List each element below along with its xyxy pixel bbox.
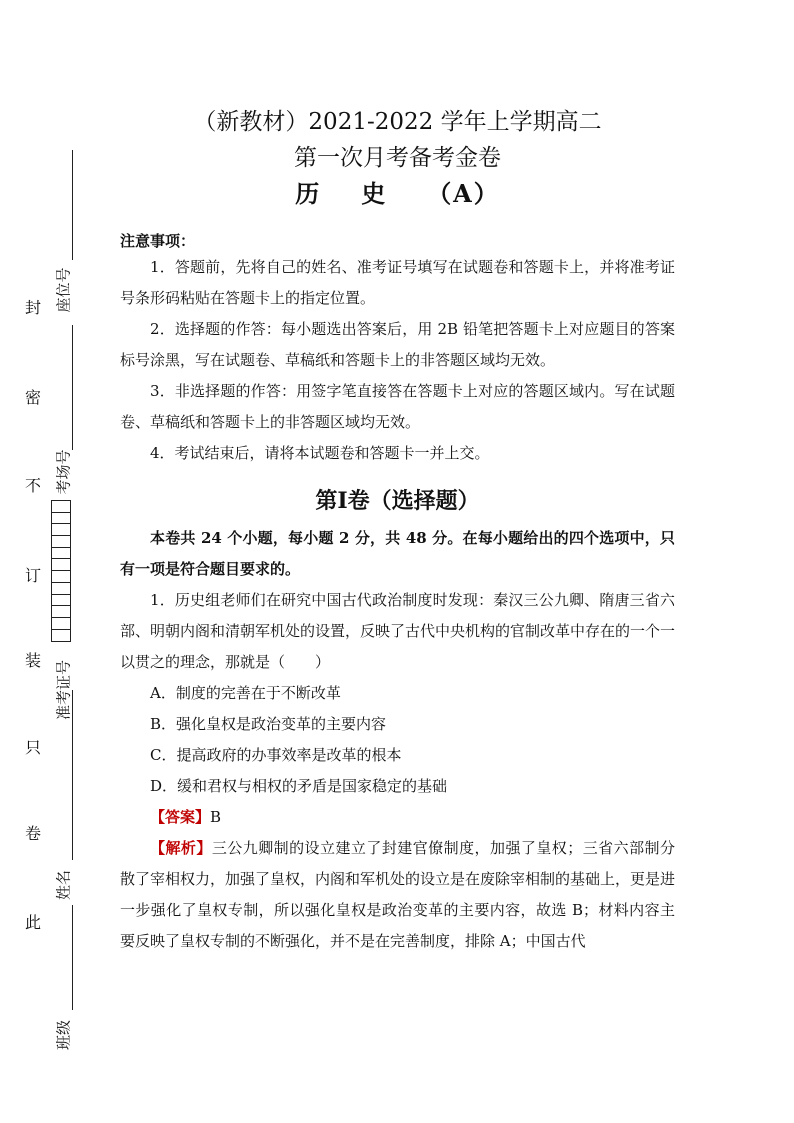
analysis-text: 三公九卿制的设立建立了封建官僚制度，加强了皇权；三省六部制分散了宰相权力，加强了皇权，内阁和军机处的设立是在废除宰相制的基础上，更是进一步强化了皇权专制，所以强化皇权是政治变革的主要内容，故选 B；材料内容主要反映了皇权专制的不断强化，并不是在完善制度，排除 A；中国古代 [120, 839, 676, 950]
notice-item: 1．答题前，先将自己的姓名、准考证号填写在试题卷和答题卡上，并将准考证号条形码粘贴在答题卡上的指定位置。 [120, 258, 675, 307]
seal-char-bu: 不 [24, 476, 41, 495]
seal-char-ci: 此 [24, 913, 41, 932]
analysis-tag: 【解析】 [150, 839, 212, 857]
exam-paper [120, 100, 675, 957]
seal-char-juan: 卷 [24, 824, 41, 843]
subject-title: 历 史 （A） [295, 179, 500, 208]
notice-heading: 注意事项： [120, 232, 196, 250]
seal-char-mi: 密 [24, 388, 41, 407]
seal-char-zhi: 只 [24, 738, 41, 757]
question-stem: 1．历史组老师们在研究中国古代政治制度时发现：秦汉三公九卿、隋唐三省六部、明朝内阁和清朝军机处的设置，反映了古代中央机构的官制改革中存在的一个一以贯之的理念，那就是（ ） [120, 591, 676, 671]
notice-item: 4．考试结束后，请将本试题卷和答题卡一并上交。 [150, 444, 490, 462]
paper-title: （新教材）2021-2022 学年上学期高二 [193, 109, 602, 135]
section-instruction: 本卷共 24 个小题，每小题 2 分，共 48 分。在每小题给出的四个选项中，只有一项是符合题目要求的。 [120, 529, 675, 578]
option-d: D．缓和君权与相权的矛盾是国家稳定的基础 [150, 777, 448, 795]
paper-subtitle: 第一次月考备考金卷 [294, 145, 501, 171]
binding-line [72, 905, 73, 1010]
exam-room-label: 考场号 [54, 449, 73, 495]
option-a: A．制度的完善在于不断改革 [150, 684, 341, 702]
binding-line [72, 325, 73, 450]
class-label: 班级 [54, 1019, 73, 1051]
answer-line [120, 802, 675, 833]
option-b: B．强化皇权是政治变革的主要内容 [150, 715, 387, 733]
exam-id-boxes [51, 500, 71, 642]
seat-number-label: 座位号 [54, 267, 73, 313]
notice-item: 2．选择题的作答：每小题选出答案后，用 2B 铅笔把答题卡上对应题目的答案标号涂黑，写在试题卷、草稿纸和答题卡上的非答题区域均无效。 [120, 320, 675, 369]
option-c: C．提高政府的办事效率是改革的根本 [150, 746, 402, 764]
binding-line [72, 150, 73, 260]
exam-id-label: 准考证号 [54, 659, 73, 721]
name-label: 姓名 [54, 869, 73, 901]
seal-char-feng: 封 [24, 298, 41, 317]
analysis [120, 833, 675, 957]
notice-item: 3．非选择题的作答：用签字笔直接答在答题卡上对应的答题区域内。写在试题卷、草稿纸和答题卡上的非答题区域均无效。 [120, 382, 675, 431]
answer-value: B [210, 808, 222, 826]
seal-char-ding: 订 [24, 566, 41, 585]
section-title: 第Ⅰ卷（选择题） [315, 488, 480, 514]
answer-tag: 【答案】 [150, 808, 211, 826]
seal-char-zhuang: 装 [24, 651, 41, 670]
